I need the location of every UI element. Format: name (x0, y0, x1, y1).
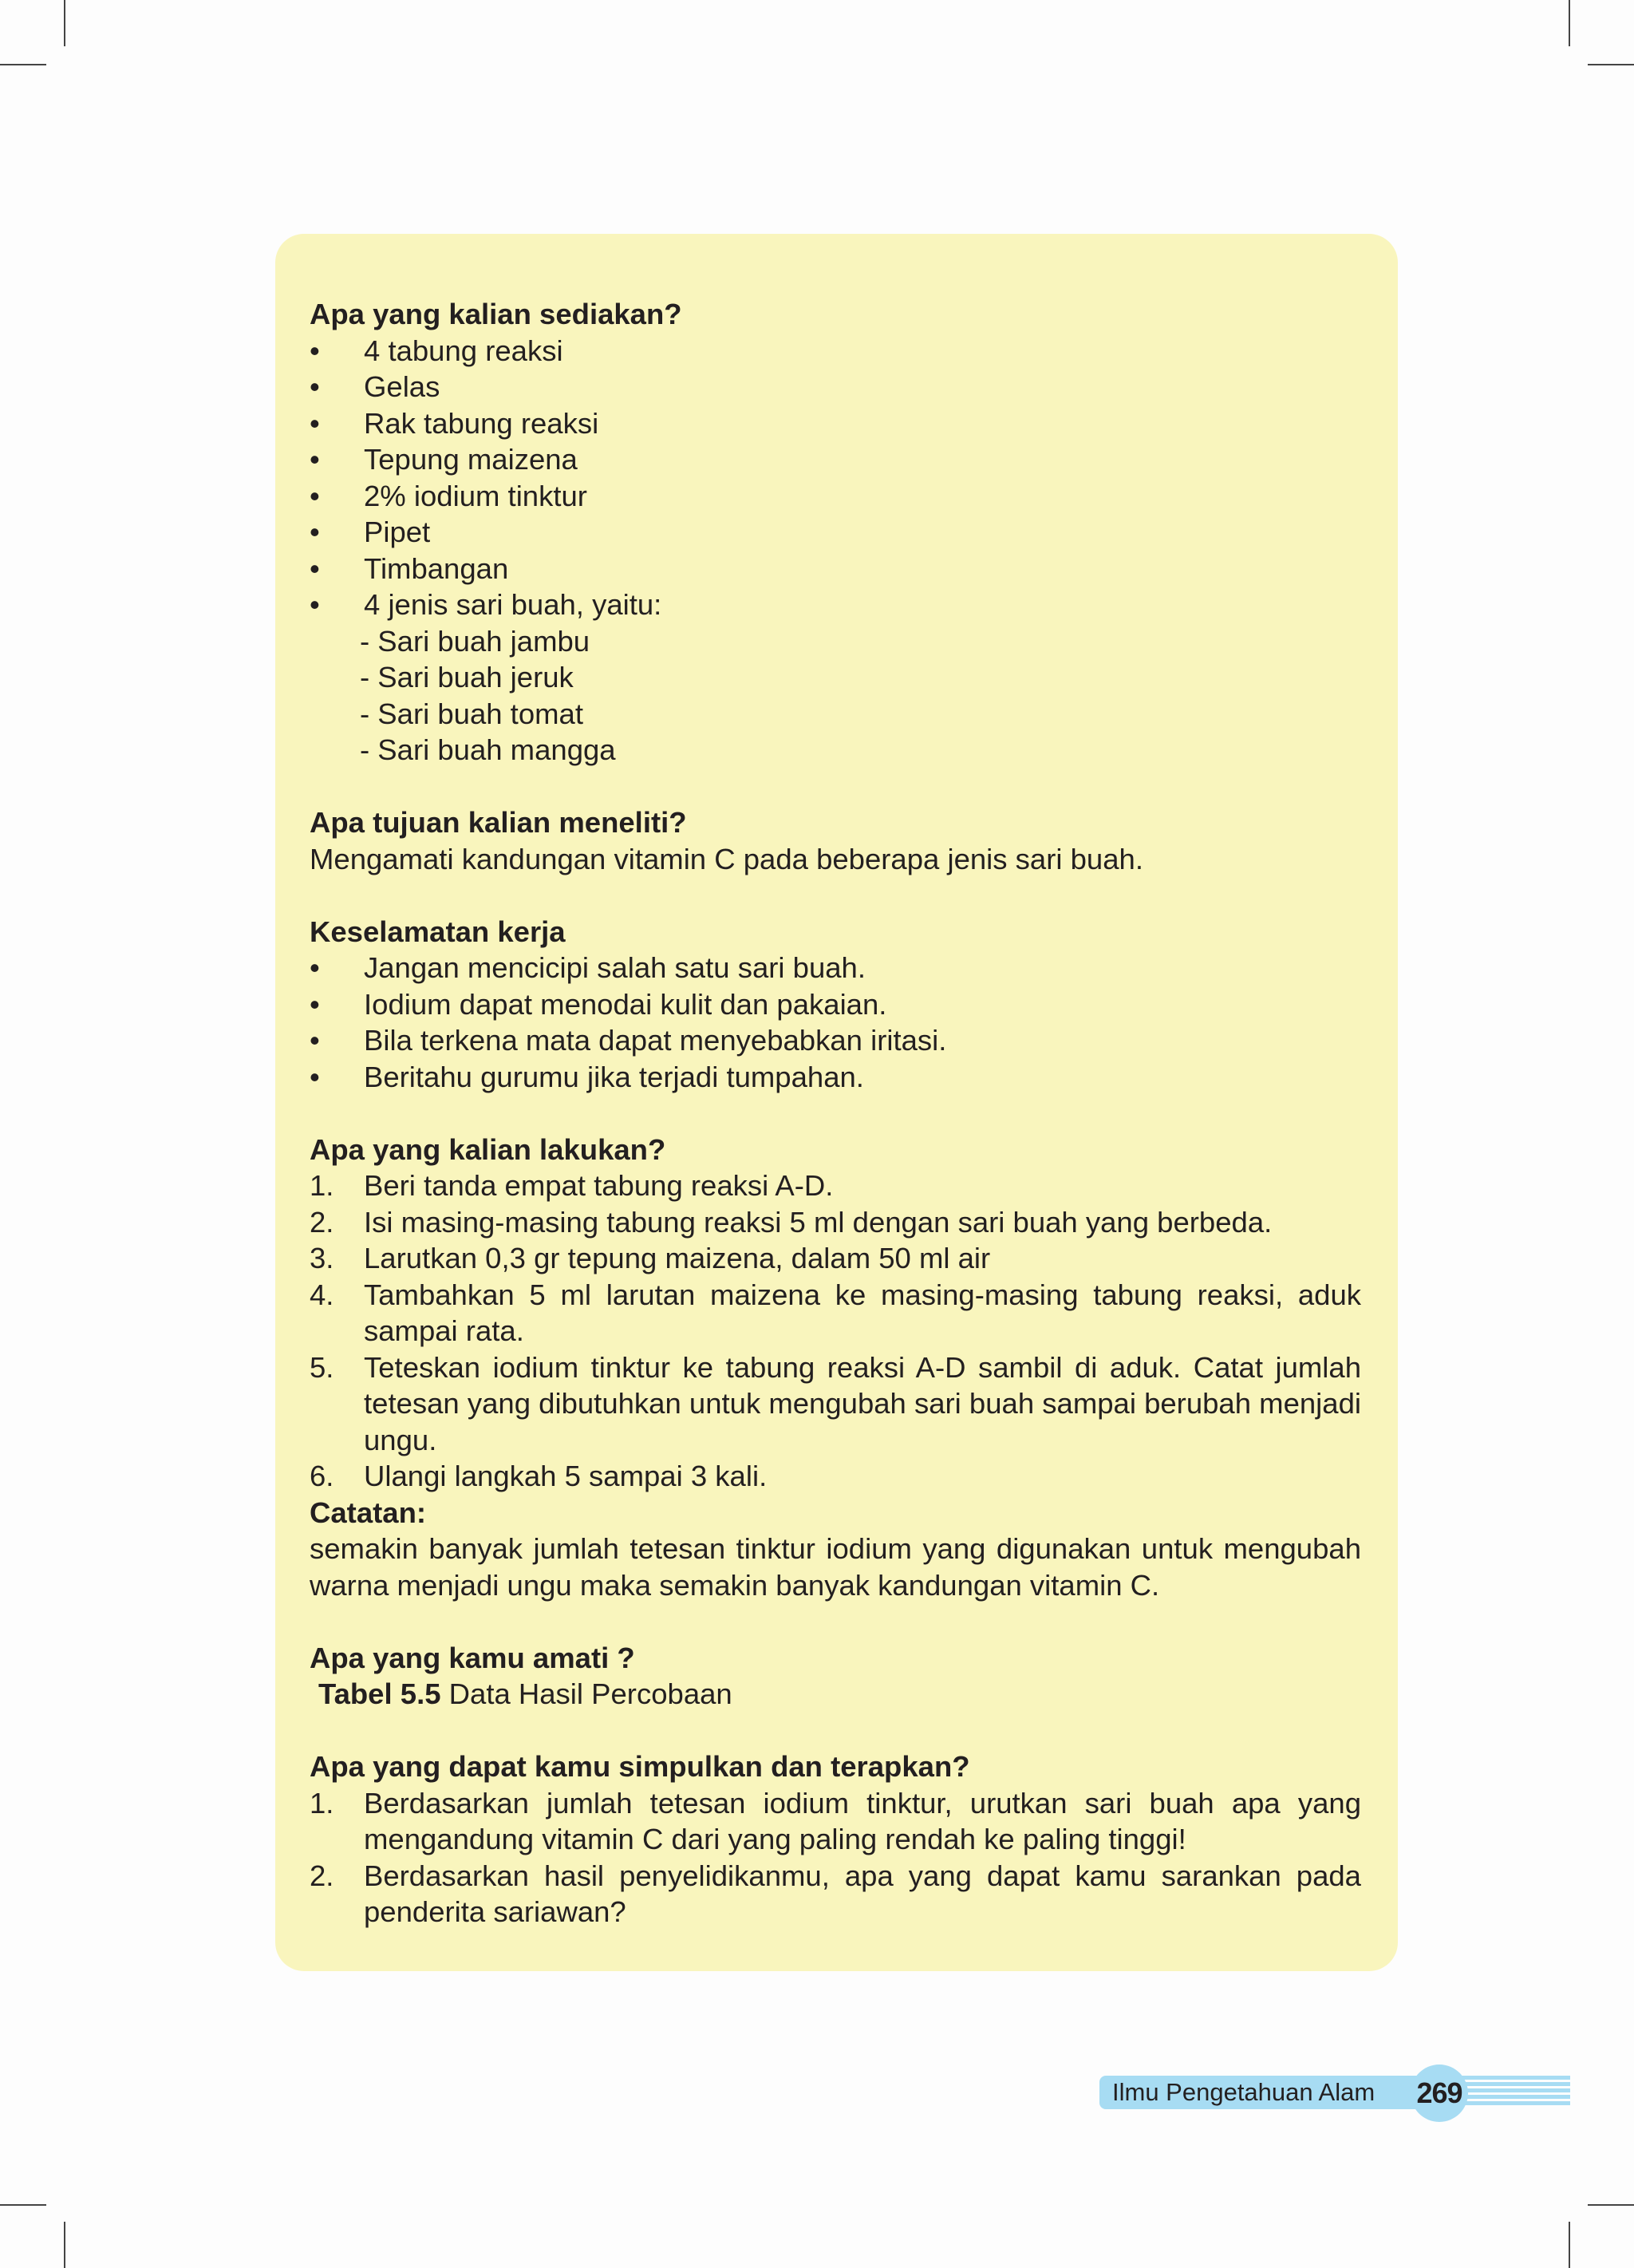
bullet-marker: • (310, 588, 320, 621)
crop-mark (1569, 2222, 1570, 2268)
procedure-step (310, 1240, 1361, 1277)
page-number: 269 (1411, 2065, 1468, 2122)
bullet-marker: • (310, 370, 320, 403)
note-text: semakin banyak jumlah tetesan tinktur iodium yang digunakan untuk mengubah warna menjadi ungu maka semakin banyak kandungan vitamin C. (310, 1532, 1361, 1602)
material-item-text: Tepung maizena (364, 443, 578, 476)
note-title: Catatan: (310, 1496, 427, 1529)
procedure-step-text: Teteskan iodium tinktur ke tabung reaksi A-D sambil di aduk. Catat jumlah tetesan yang dibutuhkan untuk mengubah sari buah sampai berubah menjadi ungu. (364, 1350, 1361, 1456)
material-item (310, 514, 1361, 551)
material-item-text: Gelas (364, 370, 440, 403)
crop-mark (1569, 0, 1570, 46)
conclusion-item (310, 1858, 1361, 1930)
crop-mark (1588, 2204, 1634, 2206)
safety-item-text: Beritahu gurumu jika terjadi tumpahan. (364, 1060, 864, 1093)
table-caption (310, 1676, 1361, 1713)
crop-mark (64, 2222, 65, 2268)
material-item-text: 4 tabung reaksi (364, 334, 563, 367)
material-item (310, 587, 1361, 623)
procedure-step-text: Beri tanda empat tabung reaksi A-D. (364, 1169, 834, 1202)
procedure-step (310, 1458, 1361, 1495)
section-title-procedure: Apa yang kalian lakukan? (310, 1132, 666, 1166)
procedure-step-text: Ulangi langkah 5 sampai 3 kali. (364, 1460, 768, 1492)
material-item-text: 2% iodium tinktur (364, 479, 587, 512)
section-title-observe: Apa yang kamu amati ? (310, 1641, 635, 1674)
section-title-safety: Keselamatan kerja (310, 915, 566, 948)
procedure-step-number: 3. (310, 1242, 334, 1274)
crop-mark (1588, 64, 1634, 65)
bullet-marker: • (310, 951, 320, 984)
material-item-text: Rak tabung reaksi (364, 406, 599, 440)
activity-panel (275, 234, 1398, 1971)
bullet-marker: • (310, 1024, 320, 1057)
procedure-step-text: Isi masing-masing tabung reaksi 5 ml dengan sari buah yang berbeda. (364, 1205, 1273, 1239)
juice-item: - Sari buah jambu (360, 624, 590, 658)
safety-item-text: Iodium dapat menodai kulit dan pakaian. (364, 987, 887, 1021)
conclusion-item-number: 1. (310, 1786, 334, 1820)
procedure-step-number: 5. (310, 1350, 334, 1384)
bullet-marker: • (310, 551, 320, 585)
material-item-text: Pipet (364, 516, 431, 548)
table-label: Tabel 5.5 (318, 1677, 441, 1710)
section-title-prepare: Apa yang kalian sediakan? (310, 298, 682, 330)
procedure-step (310, 1168, 1361, 1204)
material-item (310, 333, 1361, 369)
procedure-step-number: 4. (310, 1278, 334, 1311)
procedure-step-text: Larutkan 0,3 gr tepung maizena, dalam 50 ml air (364, 1242, 991, 1274)
material-item (310, 441, 1361, 478)
goal-text: Mengamati kandungan vitamin C pada beberapa jenis sari buah. (310, 842, 1143, 875)
material-item (310, 478, 1361, 515)
juice-sublist (310, 623, 1361, 769)
bullet-marker: • (310, 479, 320, 512)
material-item-text: Timbangan (364, 551, 509, 585)
bullet-marker: • (310, 406, 320, 440)
procedure-step-number: 1. (310, 1169, 334, 1202)
section-title-goal: Apa tujuan kalian meneliti? (310, 806, 687, 839)
material-item-text: 4 jenis sari buah, yaitu: (364, 588, 662, 621)
conclusion-item (310, 1785, 1361, 1858)
safety-item-text: Bila terkena mata dapat menyebabkan iritasi. (364, 1024, 947, 1057)
juice-item: - Sari buah jeruk (360, 661, 574, 693)
crop-mark (0, 64, 46, 65)
bullet-marker: • (310, 334, 320, 367)
juice-item: - Sari buah mangga (360, 733, 616, 766)
material-item (310, 405, 1361, 442)
conclusion-list (310, 1785, 1361, 1930)
safety-item (310, 986, 1361, 1023)
bullet-marker: • (310, 516, 320, 548)
conclusion-item-text: Berdasarkan jumlah tetesan iodium tinktur, urutkan sari buah apa yang mengandung vitamin C dari yang paling rendah ke paling tinggi! (364, 1786, 1361, 1855)
procedure-step (310, 1349, 1361, 1459)
footer-subject: Ilmu Pengetahuan Alam (1099, 2076, 1443, 2109)
material-item (310, 369, 1361, 405)
materials-list (310, 333, 1361, 623)
juice-item: - Sari buah tomat (360, 697, 583, 730)
bullet-marker: • (310, 1060, 320, 1093)
procedure-step-number: 2. (310, 1205, 334, 1239)
conclusion-item-number: 2. (310, 1859, 334, 1892)
procedure-step (310, 1204, 1361, 1241)
bullet-marker: • (310, 443, 320, 476)
procedure-step-text: Tambahkan 5 ml larutan maizena ke masing-masing tabung reaksi, aduk sampai rata. (364, 1278, 1361, 1347)
procedure-step (310, 1277, 1361, 1349)
procedure-list (310, 1168, 1361, 1495)
table-caption-text: Data Hasil Percobaan (440, 1677, 732, 1710)
page-footer (1099, 2065, 1570, 2120)
bullet-marker: • (310, 987, 320, 1021)
safety-item (310, 950, 1361, 986)
safety-list (310, 950, 1361, 1095)
section-title-conclude: Apa yang dapat kamu simpulkan dan terapkan? (310, 1750, 970, 1783)
material-item (310, 551, 1361, 587)
safety-item (310, 1059, 1361, 1096)
safety-item-text: Jangan mencicipi salah satu sari buah. (364, 951, 866, 984)
safety-item (310, 1022, 1361, 1059)
conclusion-item-text: Berdasarkan hasil penyelidikanmu, apa yang dapat kamu sarankan pada penderita sariawan? (364, 1859, 1361, 1928)
crop-mark (64, 0, 65, 46)
crop-mark (0, 2204, 46, 2206)
note-text-row (310, 1531, 1361, 1603)
procedure-step-number: 6. (310, 1460, 334, 1492)
